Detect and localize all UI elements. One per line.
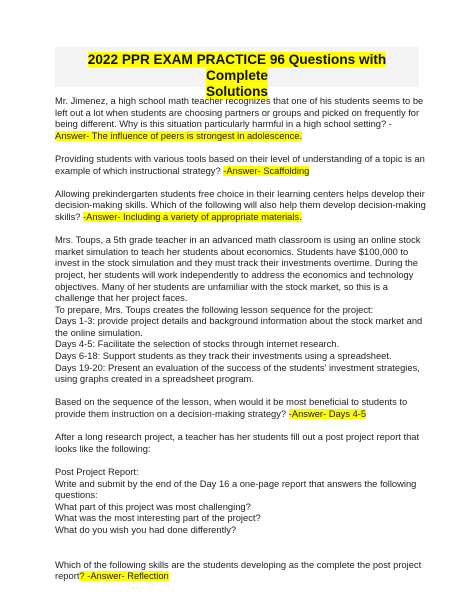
document-title <box>55 52 419 100</box>
question-2-answer: -Answer- Scaffolding <box>223 165 310 176</box>
title-line-1: 2022 PPR EXAM PRACTICE 96 Questions with Complete <box>87 52 387 83</box>
question-5 <box>55 397 427 420</box>
question-2 <box>55 154 427 177</box>
question-1-text: Mr. Jimenez, a high school math teacher recognizes that one of his students seems to be left out a lot when students are choosing partners or groups and picked on frequently for being different. Why is this situation particularly harmful in a high school setting? - <box>55 96 424 130</box>
question-5-answer: -Answer- Days 4-5 <box>288 409 367 420</box>
lesson-day-item: Days 4-5: Facilitate the selection of stocks through internet research. <box>55 339 340 350</box>
report-line: What was the most interesting part of the project? <box>55 513 261 524</box>
question-3-answer: -Answer- Including a variety of appropriate materials. <box>83 211 302 222</box>
report-line: Write and submit by the end of the Day 16 a one-page report that answers the following questions: <box>55 478 417 501</box>
question-4-scenario: Mrs. Toups, a 5th grade teacher in an advanced math classroom is using an online stock market simulation to teach her students about economics. Students have $100,000 to invest in the stock simulation and they must track their investments overtime. During the project, her students will work independently to address the economics and technology objectives. Many of her students are unfamiliar with the stock market, so this is a challenge that her project faces. <box>55 235 421 304</box>
spacer <box>55 537 427 549</box>
report-line: What do you wish you had done differently? <box>55 524 237 535</box>
document-body <box>55 96 427 595</box>
question-3 <box>55 189 427 224</box>
question-5-text: Based on the sequence of the lesson, when would it be most beneficial to students to provide them instruction on a decision-making strategy? <box>55 397 408 420</box>
report-title: Post Project Report: <box>55 467 139 477</box>
report-line: What part of this project was most challenging? <box>55 501 251 512</box>
question-6-answer: ? -Answer- Reflection <box>79 571 169 582</box>
spacer <box>55 548 427 560</box>
question-4-lead: To prepare, Mrs. Toups creates the following lesson sequence for the project: <box>55 304 374 315</box>
question-6 <box>55 560 427 583</box>
question-2-text: Providing students with various tools based on their level of understanding of a topic is an example of which instructional strategy? <box>55 153 425 176</box>
question-1 <box>55 96 427 142</box>
question-1-answer: Answer- The influence of peers is strongest in adolescence. <box>55 130 303 141</box>
lesson-day-item: Days 6-18: Support students as they track their investments using a spreadsheet. <box>55 351 392 362</box>
question-6-intro: After a long research project, a teacher has her students fill out a post project report that looks like the following: <box>55 432 420 454</box>
lesson-day-item: Days 19-20: Present an evaluation of the success of the students' investment strategies, using graphs created in a spreadsheet program. <box>55 362 420 385</box>
question-6-text: Which of the following skills are the students developing as the complete the post project report <box>55 559 422 582</box>
lesson-day-item: Days 1-3: provide project details and background information about the stock market and the online simulation. <box>55 316 423 338</box>
title-line-2: Solutions <box>206 84 268 99</box>
question-3-text: Allowing prekindergarten students free choice in their learning centers helps develop their decision-making skills. Which of the following will also help them develop decision-making skills? <box>55 188 426 222</box>
